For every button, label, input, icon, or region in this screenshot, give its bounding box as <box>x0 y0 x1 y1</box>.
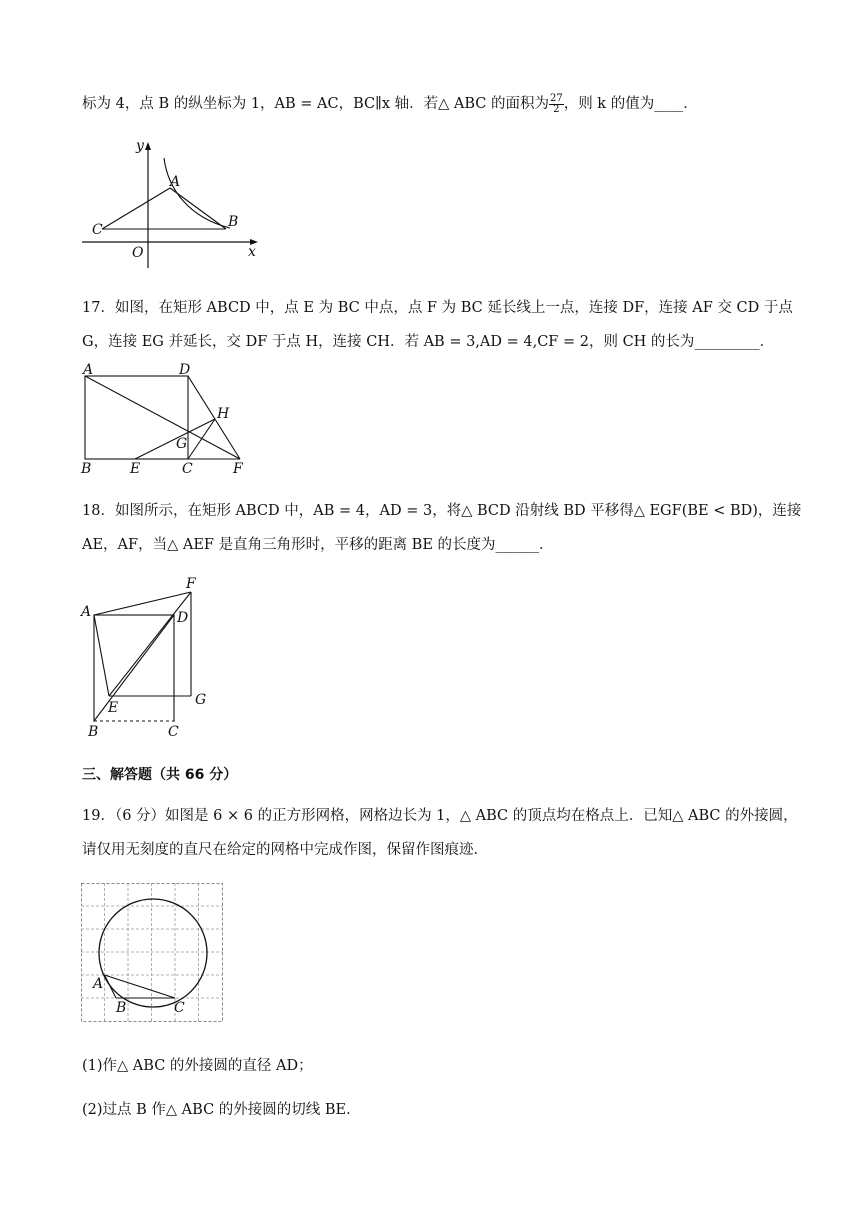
label-b: B <box>228 214 239 230</box>
q19-part1: (1)作△ ABC 的外接圆的直径 AD； <box>82 1058 313 1074</box>
q19-line2: 请仅用无刻度的直尺在给定的网格中完成作图，保留作图痕迹． <box>82 842 488 858</box>
label-a: A <box>83 362 94 378</box>
segment-ca <box>102 188 170 229</box>
section-3-heading: 三、解答题（共 66 分） <box>82 767 238 783</box>
segment-ab <box>170 188 226 229</box>
q16-text <box>82 92 698 115</box>
label-c: C <box>174 1000 185 1016</box>
label-c: C <box>168 724 179 740</box>
grid-lines <box>81 883 223 1022</box>
q19-part2: (2)过点 B 作△ ABC 的外接圆的切线 BE． <box>82 1102 361 1118</box>
area-fraction-denominator: 2 <box>553 103 560 115</box>
label-e: E <box>108 700 119 716</box>
segment-ch <box>188 419 215 459</box>
label-x: x <box>248 244 256 260</box>
label-f: F <box>233 461 243 477</box>
q18-line1: 18．如图所示，在矩形 ABCD 中，AB = 4，AD = 3，将△ BCD 沿射线 BD 平移得△ EGF(BE < BD)，连接 <box>82 503 802 519</box>
q16-text-before: 标为 4，点 B 的纵坐标为 1，AB = AC，BC∥x 轴．若△ ABC 的面积为 <box>82 96 549 112</box>
label-e: E <box>130 461 141 477</box>
q16-text-after: ，则 k 的值为____． <box>563 96 698 112</box>
grid-border <box>82 884 223 1022</box>
hyperbola-curve <box>164 158 230 228</box>
label-c: C <box>182 461 193 477</box>
rectangle-abcd <box>85 376 188 459</box>
segment-ae <box>94 615 109 696</box>
label-o: O <box>132 245 144 261</box>
segment-ef <box>109 592 191 696</box>
q17-line1: 17．如图，在矩形 ABCD 中，点 E 为 BC 中点，点 F 为 BC 延长线上一点，连接 DF，连接 AF 交 CD 于点 <box>82 300 793 316</box>
q17-line2: G，连接 EG 并延长，交 DF 于点 H，连接 CH．若 AB = 3,AD = 4,CF = 2，则 CH 的长为_________． <box>82 334 775 350</box>
label-b: B <box>81 461 92 477</box>
label-g: G <box>176 436 188 452</box>
q18-figure <box>78 574 218 740</box>
label-d: D <box>177 610 189 626</box>
label-a: A <box>170 174 181 190</box>
label-a: A <box>93 976 104 992</box>
area-fraction-numerator: 27 <box>549 92 563 104</box>
q17-figure <box>78 362 258 477</box>
label-g: G <box>195 692 207 708</box>
label-h: H <box>217 406 230 422</box>
q19-grid-figure <box>81 883 225 1027</box>
label-c: C <box>92 222 103 238</box>
label-y: y <box>136 138 144 154</box>
area-fraction <box>549 94 564 115</box>
label-b: B <box>88 724 99 740</box>
q18-line2: AE，AF，当△ AEF 是直角三角形时，平移的距离 BE 的长度为______． <box>82 537 554 553</box>
segment-ac <box>105 975 176 998</box>
label-a: A <box>81 604 92 620</box>
segment-bd <box>94 615 174 721</box>
label-f: F <box>186 576 196 592</box>
q16-figure <box>80 138 270 268</box>
label-b: B <box>116 1000 127 1016</box>
q19-line1: 19．（6 分）如图是 6 × 6 的正方形网格，网格边长为 1，△ ABC 的顶点均在格点上．已知△ ABC 的外接圆， <box>82 808 798 824</box>
label-d: D <box>179 362 191 378</box>
y-axis-arrow <box>145 142 151 150</box>
